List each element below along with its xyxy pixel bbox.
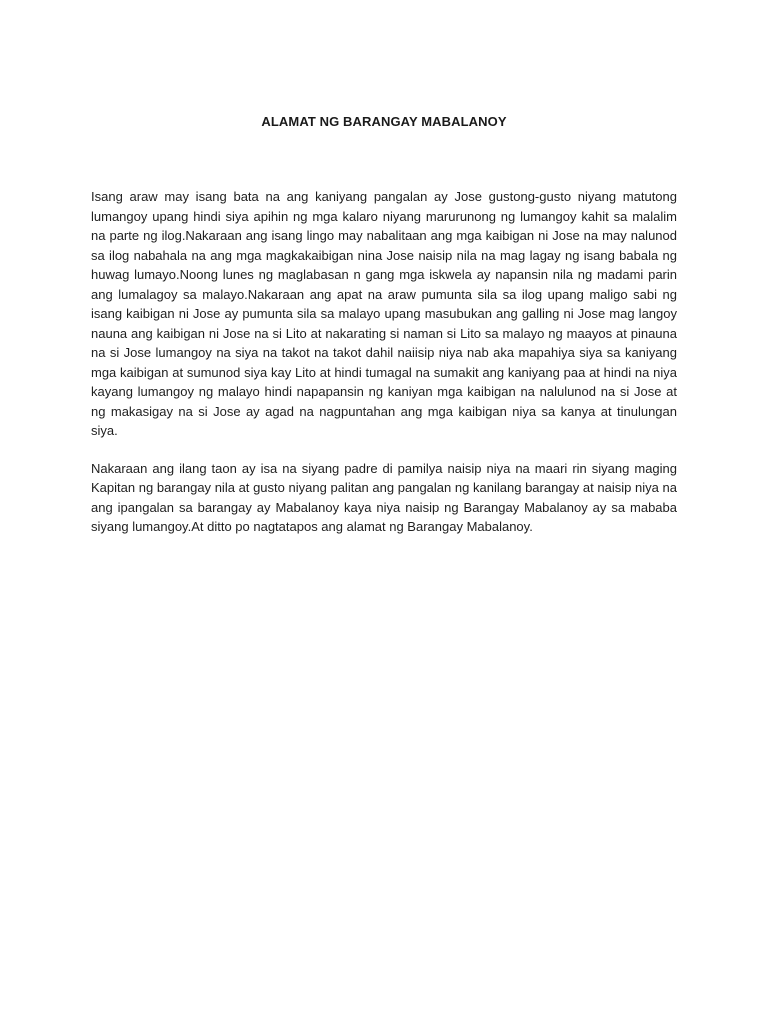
paragraph-2: Nakaraan ang ilang taon ay isa na siyang padre di pamilya naisip niya na maari rin siyang maging Kapitan ng barangay nila at gusto niyang palitan ang pangalan ng kanilang barangay at naisip niya na ang ipangalan sa barangay ay Mabalanoy kaya niya naisip ng Barangay Mabalanoy ay sa mababa siyang lumangoy.At ditto po nagtatapos ang alamat ng Barangay Mabalanoy. xyxy=(91,460,677,534)
paragraph-1: Isang araw may isang bata na ang kaniyang pangalan ay Jose gustong-gusto niyang matutong lumangoy upang hindi siya apihin ng mga kalaro niyang marurunong ng lumangoy kahit sa malalim na parte ng ilog.Nakaraan ang isang lingo may nabalitaan ang mga kaibigan ni Jose na may nalunod sa ilog nabahala na ang mga magkakaibigan nina Jose naisip nila na mag lagay ng isang babala ng huwag lumayo.Noong lunes ng maglabasan n gang mga iskwela ay napansin nila ng madami parin ang lumalagoy sa malayo.Nakaraan ang apat na araw pumunta sila sa ilog upang maligo sabi ng isang kaibigan ni Jose ay pumunta sila sa malayo upang masubukan ang galling ni Jose mag langoy nauna ang kaibigan ni Jose na si Lito at nakarating si naman si Lito sa malayo ng maayos at pinauna na si Jose lumangoy na siya na takot na takot dahil naiisip niya nab aka mapahiya siya sa kaniyang mga kaibigan at sumunod siya kay Lito at hindi tumagal na sumakit ang kaniyang paa at hindi na niya kayang lumangoy ng malayo hindi napapansin ng kaniyan mga kaibigan na nalulunod na si Jose at ng makasigay na si Jose ay agad na nagpuntahan ang mga kaibigan niya sa kanya at tinulungan siya. xyxy=(91,189,677,438)
document-body xyxy=(91,187,677,555)
document-title: ALAMAT NG BARANGAY MABALANOY xyxy=(261,114,507,129)
